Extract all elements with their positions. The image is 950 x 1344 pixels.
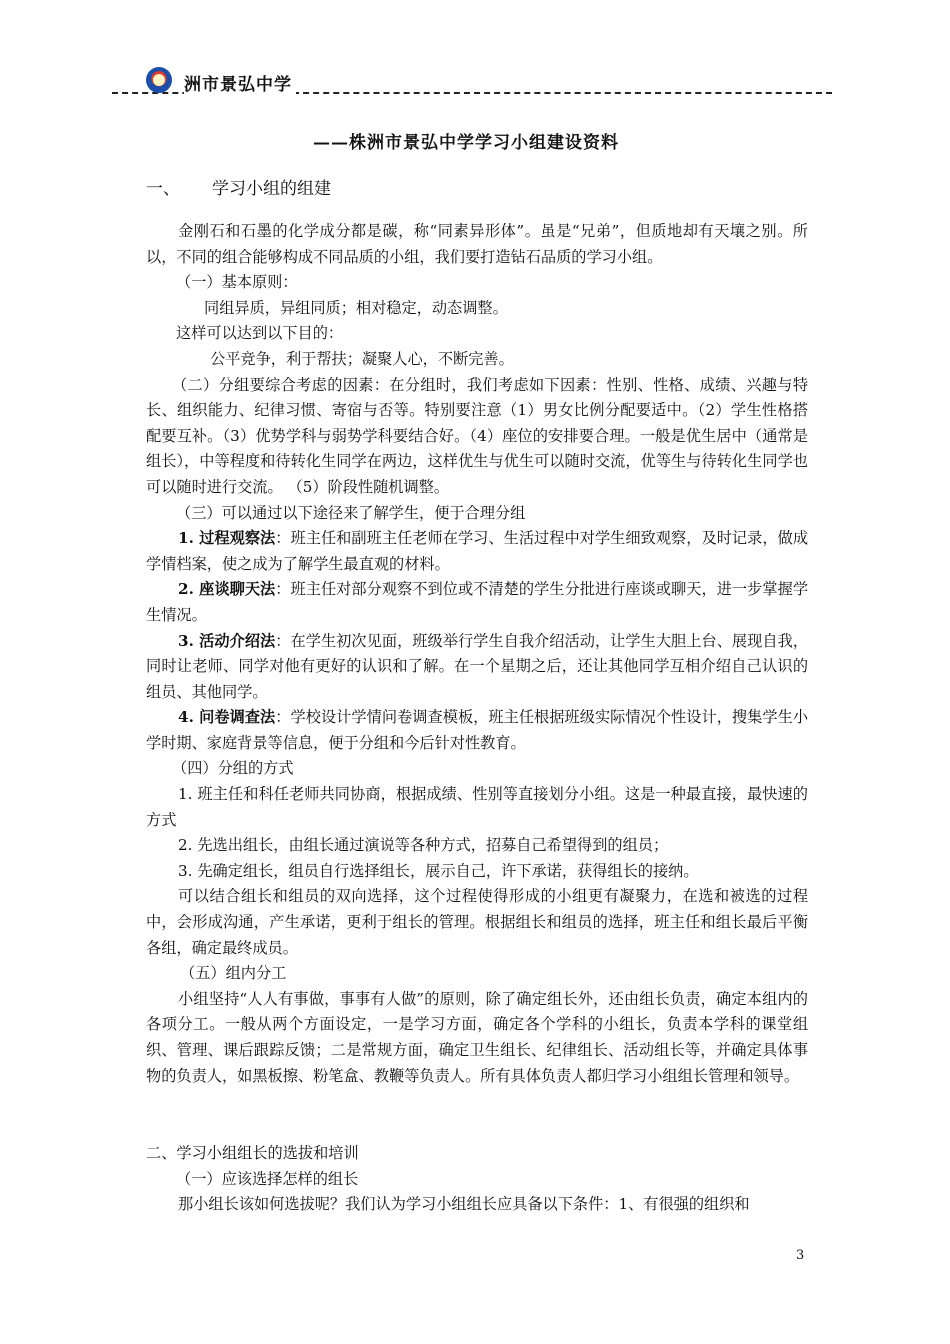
paragraph: 这样可以达到以下目的： xyxy=(176,324,344,343)
paragraph: 同组异质，异组同质；相对稳定，动态调整。 xyxy=(204,298,508,317)
paragraph: 那小组长该如何选拔呢？我们认为学习小组组长应具备以下条件：1、有很强的组织和 xyxy=(178,1195,750,1214)
page-number: 3 xyxy=(796,1248,805,1263)
method-label: 3. 活动介绍法 xyxy=(178,631,276,650)
method-label: 2. 座谈聊天法 xyxy=(178,580,276,599)
subheading-methods: （三）可以通过以下途径来了解学生，便于合理分组 xyxy=(176,503,526,522)
section-1-heading xyxy=(146,174,331,199)
subheading-leader: （一）应该选择怎样的组长 xyxy=(176,1169,359,1188)
section-2-heading: 二、学习小组组长的选拔和培训 xyxy=(146,1144,359,1163)
paragraph: 可以结合组长和组员的双向选择，这个过程使得形成的小组更有凝聚力，在选和被选的过程中，会形成沟通，产生承诺，更利于组长的管理。根据组长和组员的选择，班主任和组长最后平衡各组，确定最终成员。 xyxy=(146,887,808,957)
method-item xyxy=(146,526,808,577)
section-1-number: 一、 xyxy=(146,179,180,199)
page-header xyxy=(112,64,832,98)
subheading-grouping: （四）分组的方式 xyxy=(172,759,294,778)
body-content xyxy=(146,219,808,1218)
method-label: 1. 过程观察法 xyxy=(178,529,276,548)
school-logo-icon xyxy=(146,67,172,93)
section-1-title: 学习小组的组建 xyxy=(212,179,331,199)
method-item xyxy=(146,629,808,706)
method-item xyxy=(146,705,808,756)
paragraph: 公平竞争，利于帮扶；凝聚人心，不断完善。 xyxy=(210,349,514,368)
method-label: 4. 问卷调查法 xyxy=(178,708,276,727)
list-item: 3. 先确定组长，组员自行选择组长，展示自己，许下承诺，获得组长的接纳。 xyxy=(178,861,699,880)
method-item xyxy=(146,577,808,628)
method-text: ：班主任对部分观察不到位或不清楚的学生分批进行座谈或聊天，进一步掌握学生情况。 xyxy=(146,580,809,624)
subheading-principles: （一）基本原则： xyxy=(176,273,298,292)
list-item: 2. 先选出组长，由组长通过演说等各种方式，招募自己希望得到的组员； xyxy=(178,836,669,855)
method-text: ：学校设计学情问卷调查模板，班主任根据班级实际情况个性设计，搜集学生小学时期、家庭背景等信息，便于分组和今后针对性教育。 xyxy=(146,708,809,752)
method-text: ：在学生初次见面，班级举行学生自我介绍活动，让学生大胆上台、展现自我，同时让老师、同学对他有更好的认识和了解。在一个星期之后，还让其他同学互相介绍自己认识的组员、其他同学。 xyxy=(146,631,809,701)
school-name: 洲市景弘中学 xyxy=(184,70,296,95)
list-item: 1. 班主任和科任老师共同协商，根据成绩、性别等直接划分小组。这是一种最直接，最快速的方式 xyxy=(146,785,808,829)
paragraph: 金刚石和石墨的化学成分都是碳，称“同素异形体”。虽是“兄弟”，但质地却有天壤之别。所以，不同的组合能够构成不同品质的小组，我们要打造钻石品质的学习小组。 xyxy=(146,222,808,266)
document-title: ——株洲市景弘中学学习小组建设资料 xyxy=(313,133,619,153)
method-text: ：班主任和副班主任老师在学习、生活过程中对学生细致观察，及时记录，做成学情档案，使之成为了解学生最直观的材料。 xyxy=(146,529,809,573)
paragraph: 小组坚持“人人有事做，事事有人做”的原则，除了确定组长外，还由组长负责，确定本组内的各项分工。一般从两个方面设定，一是学习方面，确定各个学科的小组长，负责本学科的课堂组织、管理、课后跟踪反馈；二是常规方面，确定卫生组长、纪律组长、活动组长等，并确定具体事物的负责人，如黑板擦、粉笔盒、教鞭等负责人。所有具体负责人都归学习小组组长管理和领导。 xyxy=(146,989,808,1085)
paragraph-factors: （二）分组要综合考虑的因素：在分组时，我们考虑如下因素：性别、性格、成绩、兴趣与特长、组织能力、纪律习惯、寄宿与否等。特别要注意（1）男女比例分配要适中。（2）学生性格搭配要互补。（3）优势学科与弱势学科要结合好。（4）座位的安排要合理。一般是优生居中（通常是组长），中等程度和待转化生同学在两边，这样优生与优生可以随时交流，优等生与待转化生同学也可以随时进行交流。 （5）阶段性随机调整。 xyxy=(146,375,808,496)
subheading-division: （五）组内分工 xyxy=(180,964,287,983)
